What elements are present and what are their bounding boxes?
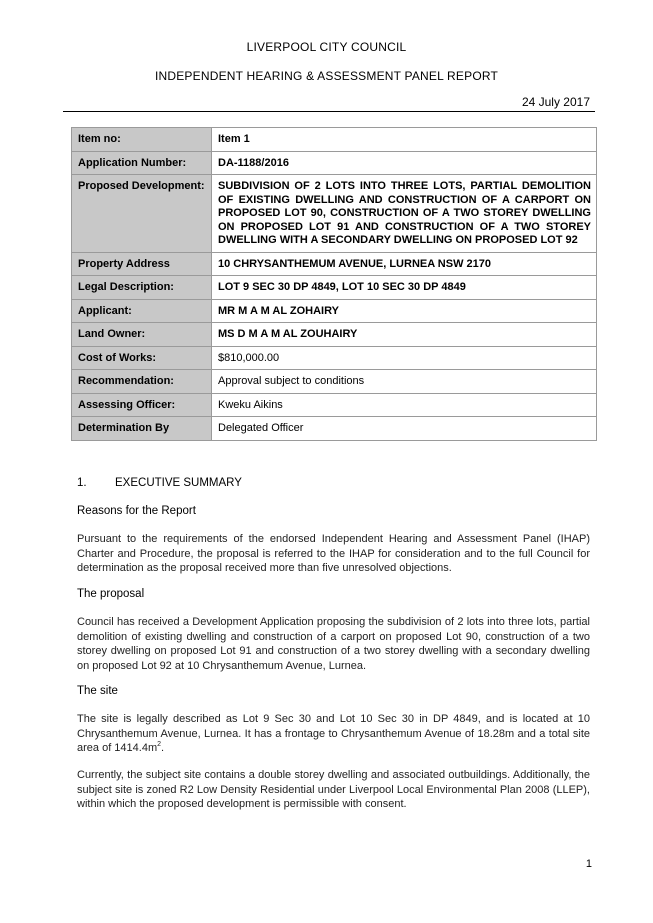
row-value: MS D M A M AL ZOUHAIRY (212, 323, 597, 347)
row-label: Assessing Officer: (72, 393, 212, 417)
row-value: Item 1 (212, 128, 597, 152)
header-divider (63, 111, 595, 112)
table-row (72, 276, 597, 300)
table-row (72, 370, 597, 394)
row-value: DA-1188/2016 (212, 151, 597, 175)
row-value: 10 CHRYSANTHEMUM AVENUE, LURNEA NSW 2170 (212, 252, 597, 276)
row-value: Delegated Officer (212, 417, 597, 441)
table-row (72, 252, 597, 276)
row-label: Proposed Development: (72, 175, 212, 253)
section-title: EXECUTIVE SUMMARY (115, 477, 242, 489)
table-row (72, 417, 597, 441)
row-label: Legal Description: (72, 276, 212, 300)
row-label: Determination By (72, 417, 212, 441)
row-value: Approval subject to conditions (212, 370, 597, 394)
proposal-paragraph: Council has received a Development Application proposing the subdivision of 2 lots into three lots, partial demolition of existing dwelling and construction of a carport on proposed Lot 90, construction of a two storey dwelling on proposed Lot 91 and construction of a two storey dwelling with a secondary dwelling on proposed Lot 92 at 10 Chrysanthemum Avenue, Lurnea. (77, 616, 590, 672)
table-row (72, 175, 597, 253)
table-row (72, 393, 597, 417)
row-label: Cost of Works: (72, 346, 212, 370)
row-label: Recommendation: (72, 370, 212, 394)
proposal-heading: The proposal (77, 588, 145, 600)
site-paragraph (77, 712, 590, 756)
page-number: 1 (585, 858, 592, 870)
table-row (72, 299, 597, 323)
row-label: Applicant: (72, 299, 212, 323)
table-row (72, 151, 597, 175)
reasons-paragraph: Pursuant to the requirements of the endorsed Independent Hearing and Assessment Panel (IHAP) Charter and Procedure, the proposal is referred to the IHAP for consideration and to the full Council for determination as the proposal received more than five unresolved objections. (77, 533, 590, 574)
squared-superscript: 2 (157, 741, 162, 748)
site-text: The site is legally described as Lot 9 Sec 30 and Lot 10 Sec 30 in DP 4849, and is located at 10 Chrysanthemum Avenue, Lurnea. It has a frontage to Chrysanthemum Avenue of 18.28m and a total site area of 1414.4m (77, 713, 590, 754)
row-label: Item no: (72, 128, 212, 152)
section-heading (77, 477, 242, 489)
row-value: Kweku Aikins (212, 393, 597, 417)
row-value: MR M A M AL ZOHAIRY (212, 299, 597, 323)
site-heading: The site (77, 685, 118, 697)
section-number: 1. (77, 477, 87, 489)
row-value: SUBDIVISION OF 2 LOTS INTO THREE LOTS, PARTIAL DEMOLITION OF EXISTING DWELLING AND CONSTRUCTION OF A CARPORT ON PROPOSED LOT 90, CONSTRUCTION OF A TWO STOREY DWELLING ON PROPOSED LOT 91 AND CONSTRUCTION OF A TWO STOREY DWELLING WITH A SECONDARY DWELLING ON PROPOSED LOT 92 (212, 175, 597, 253)
table-row (72, 346, 597, 370)
reasons-heading: Reasons for the Report (77, 505, 196, 517)
council-name: LIVERPOOL CITY COUNCIL (246, 40, 407, 54)
current-site-paragraph: Currently, the subject site contains a double storey dwelling and associated outbuildings. Additionally, the subject site is zoned R2 Low Density Residential under Liverpool Local Environmental Plan 2008 (LLEP), within which the proposed development is permissible with consent. (77, 769, 590, 810)
row-label: Application Number: (72, 151, 212, 175)
row-label: Property Address (72, 252, 212, 276)
row-value: $810,000.00 (212, 346, 597, 370)
report-date: 24 July 2017 (521, 95, 590, 109)
table-row (72, 128, 597, 152)
application-details-table (71, 127, 597, 441)
row-label: Land Owner: (72, 323, 212, 347)
site-text-end: . (161, 742, 165, 754)
table-row (72, 323, 597, 347)
report-title: INDEPENDENT HEARING & ASSESSMENT PANEL REPORT (154, 69, 499, 83)
row-value: LOT 9 SEC 30 DP 4849, LOT 10 SEC 30 DP 4849 (212, 276, 597, 300)
